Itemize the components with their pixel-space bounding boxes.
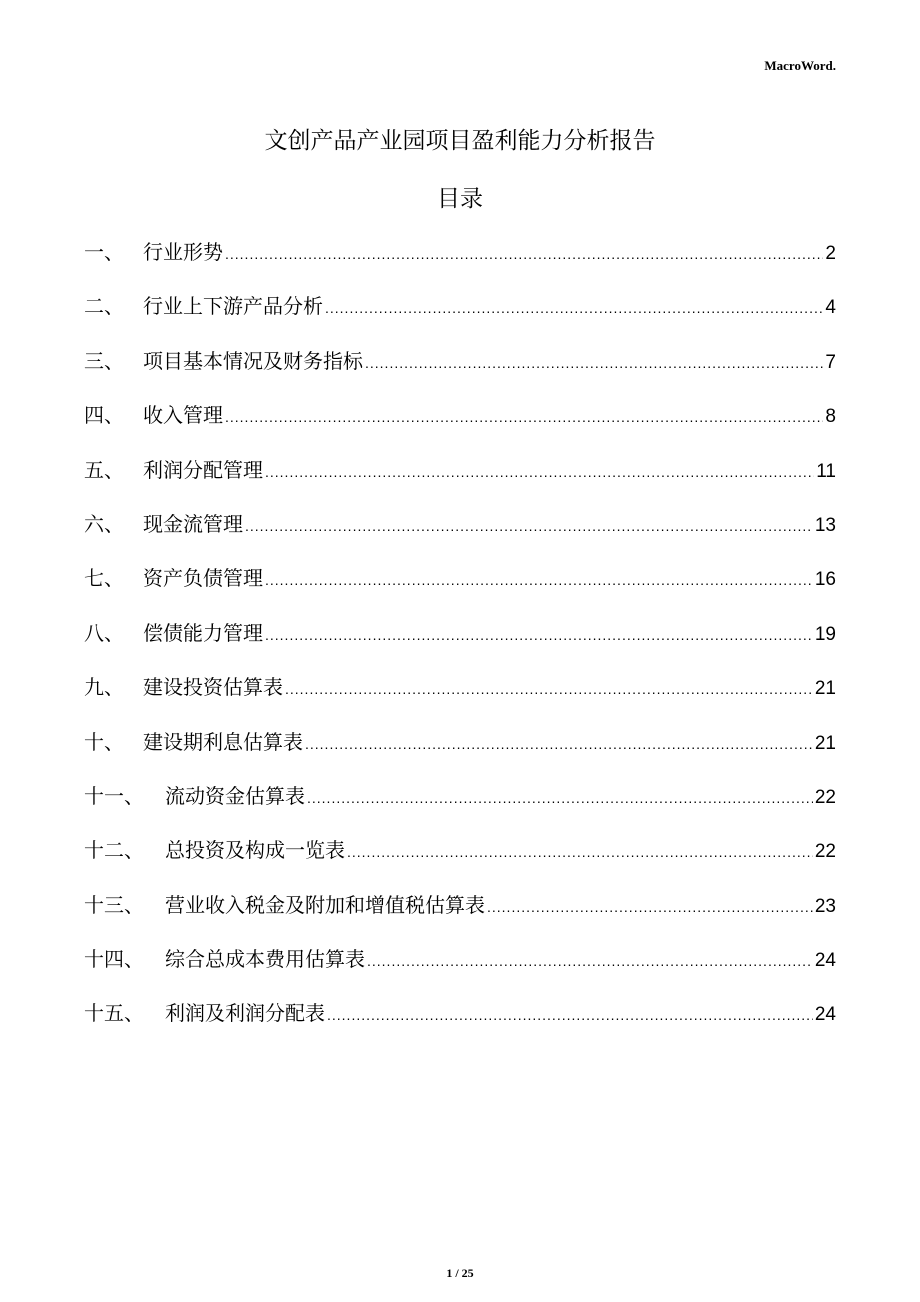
toc-entry-number: 十二、	[84, 838, 144, 863]
toc-entry-page[interactable]: 13	[814, 514, 836, 536]
toc-entry[interactable]	[84, 454, 836, 508]
toc-entry-page[interactable]: 2	[825, 243, 836, 264]
toc-dot-leader	[265, 464, 814, 480]
toc-entry-label[interactable]: 建设期利息估算表	[143, 729, 303, 754]
toc-entry[interactable]	[84, 617, 836, 671]
toc-dot-leader	[225, 246, 823, 262]
toc-dot-leader	[305, 736, 813, 752]
toc-entry-label[interactable]: 收入管理	[143, 403, 223, 428]
toc-entry-number: 五、	[84, 457, 124, 482]
toc-entry[interactable]	[84, 290, 836, 344]
toc-entry-number: 十一、	[84, 783, 144, 808]
toc-entry[interactable]	[84, 726, 836, 780]
toc-entry-page[interactable]: 24	[814, 1004, 836, 1026]
toc-entry-number: 三、	[84, 348, 124, 373]
document-title: 文创产品产业园项目盈利能力分析报告	[264, 128, 656, 154]
toc-entry[interactable]	[84, 345, 836, 399]
toc-dot-leader	[325, 300, 823, 316]
toc-entry-label[interactable]: 项目基本情况及财务指标	[143, 348, 363, 373]
toc-entry-page[interactable]: 22	[814, 786, 836, 808]
toc-entry[interactable]	[84, 834, 836, 888]
toc-heading: 目录	[437, 186, 483, 212]
toc-entry-page[interactable]: 19	[814, 623, 836, 645]
toc-entry-label[interactable]: 营业收入税金及附加和增值税估算表	[165, 892, 485, 917]
toc-entry-number: 七、	[84, 566, 124, 591]
toc-entry-label[interactable]: 综合总成本费用估算表	[165, 947, 365, 972]
toc-entry-number: 一、	[84, 240, 124, 264]
toc-entry[interactable]	[84, 671, 836, 725]
toc-entry-number: 十、	[84, 729, 124, 754]
toc-entry-page[interactable]: 11	[816, 460, 836, 482]
toc-entry[interactable]	[84, 780, 836, 834]
toc-entry[interactable]	[84, 997, 836, 1051]
toc-dot-leader	[285, 681, 813, 697]
toc-entry-page[interactable]: 22	[814, 841, 836, 863]
toc-entry-number: 四、	[84, 403, 124, 428]
header-brand: MacroWord.	[764, 58, 836, 73]
toc-entry-label[interactable]: 利润及利润分配表	[165, 1001, 325, 1026]
toc-entry-number: 八、	[84, 620, 124, 645]
toc-entry-page[interactable]: 4	[825, 297, 836, 319]
toc-entry-page[interactable]: 23	[814, 895, 836, 917]
toc-dot-leader	[367, 953, 813, 969]
toc-dot-leader	[225, 409, 823, 425]
toc-entry-label[interactable]: 流动资金估算表	[165, 783, 305, 808]
toc-entry-number: 十四、	[84, 947, 144, 972]
toc-entry[interactable]	[84, 399, 836, 453]
toc-entry[interactable]	[84, 562, 836, 616]
toc-entry-page[interactable]: 7	[825, 351, 836, 373]
toc-entry[interactable]	[84, 236, 836, 290]
toc-entry[interactable]	[84, 889, 836, 943]
toc-dot-leader	[347, 844, 813, 860]
toc-entry-number: 二、	[84, 294, 124, 319]
toc-dot-leader	[307, 790, 813, 806]
toc-entry-number: 九、	[84, 675, 124, 700]
toc-entry-label[interactable]: 利润分配管理	[143, 457, 263, 482]
toc-entry-label[interactable]: 总投资及构成一览表	[165, 838, 345, 863]
toc-entry[interactable]	[84, 508, 836, 562]
toc-entry-number: 六、	[84, 511, 124, 536]
toc-entry-label[interactable]: 资产负债管理	[143, 566, 263, 591]
toc-entry-page[interactable]: 24	[814, 950, 836, 972]
page-indicator: 1 / 25	[446, 1266, 474, 1280]
toc-entry[interactable]	[84, 943, 836, 997]
toc-dot-leader	[265, 572, 813, 588]
toc-entry-number: 十五、	[84, 1001, 144, 1026]
toc-entry-label[interactable]: 行业形势	[143, 240, 223, 264]
toc-dot-leader	[487, 899, 813, 915]
toc-entry-number: 十三、	[84, 892, 144, 917]
toc-entry-page[interactable]: 21	[814, 678, 836, 700]
toc-dot-leader	[365, 355, 823, 371]
table-of-contents	[84, 236, 836, 1052]
toc-entry-page[interactable]: 21	[814, 732, 836, 754]
toc-dot-leader	[245, 518, 813, 534]
toc-entry-label[interactable]: 行业上下游产品分析	[143, 294, 323, 319]
toc-dot-leader	[265, 627, 813, 643]
toc-entry-label[interactable]: 建设投资估算表	[143, 675, 283, 700]
toc-entry-label[interactable]: 现金流管理	[143, 511, 243, 536]
toc-entry-label[interactable]: 偿债能力管理	[143, 620, 263, 645]
toc-entry-page[interactable]: 16	[814, 569, 836, 591]
toc-dot-leader	[327, 1007, 813, 1023]
toc-entry-page[interactable]: 8	[825, 406, 836, 428]
